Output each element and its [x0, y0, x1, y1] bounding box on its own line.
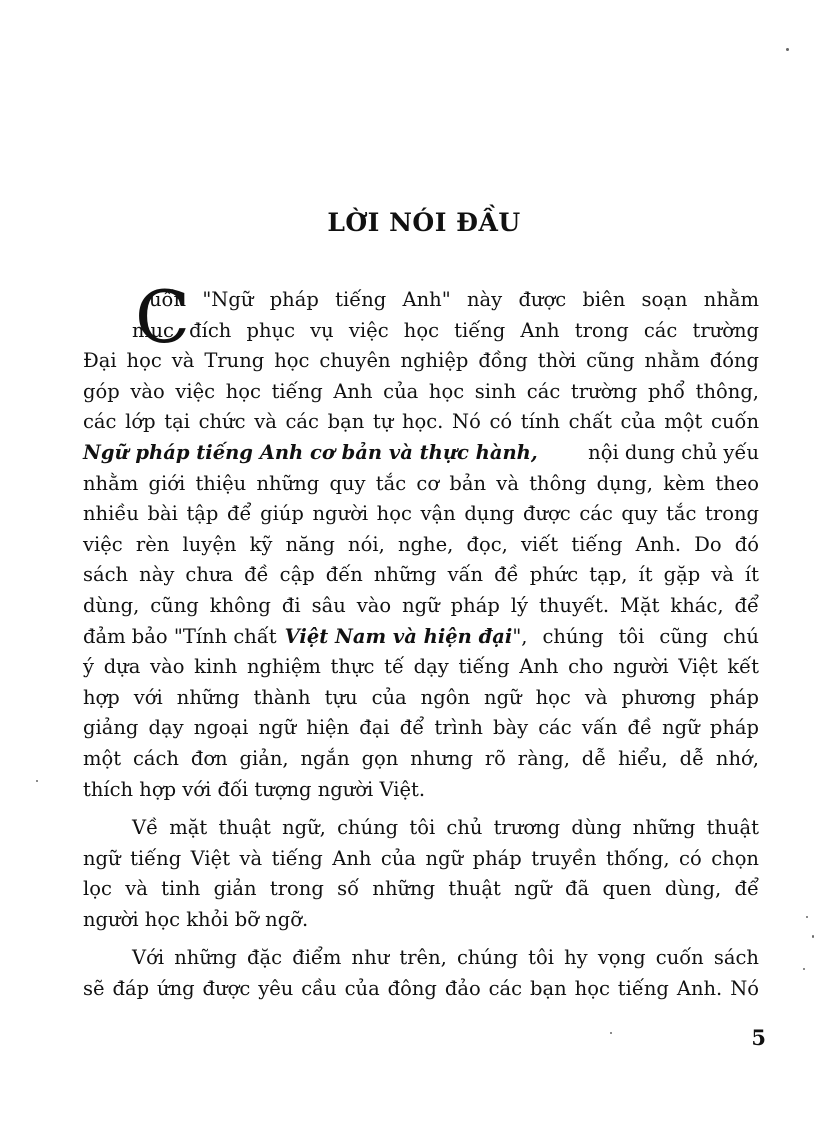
- text-line: thích hợp với đối tượng người Việt.: [83, 777, 426, 801]
- text-line: ngữ tiếng Việt và tiếng Anh của ngữ pháp truyền thống, có chọn: [83, 846, 759, 870]
- text-line: lọc và tinh giản trong số những thuật ngữ đã quen dùng, để: [83, 877, 759, 901]
- scan-speck: [610, 1032, 612, 1034]
- scan-speck: [803, 968, 805, 970]
- scan-speck: [786, 48, 789, 51]
- text-line: sẽ đáp ứng được yêu cầu của đông đảo các bạn học tiếng Anh. Nó: [83, 977, 759, 1001]
- preface-body: [83, 275, 759, 1005]
- scan-speck: [806, 916, 808, 918]
- text-line: Đại học và Trung học chuyên nghiệp đồng thời cũng nhằm đóng: [83, 349, 759, 373]
- text-line: giảng dạy ngoại ngữ hiện đại để trình bày các vấn đề ngữ pháp: [83, 716, 759, 740]
- scan-speck: [36, 780, 38, 782]
- scan-speck: [812, 935, 814, 938]
- text-fragment: đảm bảo "Tính chất: [83, 624, 277, 648]
- text-line: [83, 622, 759, 653]
- text-line: các lớp tại chức và các bạn tự học. Nó có tính chất của một cuốn: [83, 410, 759, 434]
- drop-cap: C: [135, 275, 191, 359]
- text-line: [83, 438, 759, 469]
- text-fragment: ", chúng tôi cũng chú: [512, 624, 759, 648]
- text-line: sách này chưa đề cập đến những vấn đề phức tạp, ít gặp và ít: [83, 563, 759, 587]
- paragraph-1: [83, 275, 759, 805]
- text-fragment: nội dung chủ yếu: [588, 440, 759, 464]
- text-line: mục đích phục vụ việc học tiếng Anh trong các trường: [132, 318, 759, 342]
- text-line: góp vào việc học tiếng Anh của học sinh các trường phổ thông,: [83, 379, 759, 403]
- page-title: LỜI NÓI ĐẦU: [327, 208, 521, 237]
- paragraph-2: [83, 813, 759, 935]
- text-line: người học khỏi bỡ ngỡ.: [83, 907, 309, 931]
- text-line: Với những đặc điểm như trên, chúng tôi hy vọng cuốn sách: [132, 946, 759, 970]
- text-line: nhằm giới thiệu những quy tắc cơ bản và thông dụng, kèm theo: [83, 471, 759, 495]
- text-line: hợp với những thành tựu của ngôn ngữ học và phương pháp: [83, 685, 759, 709]
- text-line: một cách đơn giản, ngắn gọn nhưng rõ ràng, dễ hiểu, dễ nhớ,: [83, 746, 759, 770]
- text-line: nhiều bài tập để giúp người học vận dụng được các quy tắc trong: [83, 502, 759, 526]
- text-line: việc rèn luyện kỹ năng nói, nghe, đọc, viết tiếng Anh. Do đó: [83, 532, 759, 556]
- text-line: ý dựa vào kinh nghiệm thực tế dạy tiếng Anh cho người Việt kết: [83, 655, 759, 679]
- page-number: 5: [751, 1025, 766, 1050]
- text-line: Về mặt thuật ngữ, chúng tôi chủ trương dùng những thuật: [132, 816, 759, 840]
- emphasis-italic: Việt Nam và hiện đại: [284, 624, 513, 648]
- paragraph-3: [83, 943, 759, 1004]
- text-line: dùng, cũng không đi sâu vào ngữ pháp lý thuyết. Mặt khác, để: [83, 593, 759, 617]
- book-title-italic: Ngữ pháp tiếng Anh cơ bản và thực hành,: [83, 440, 538, 464]
- text-line: uốn "Ngữ pháp tiếng Anh" này được biên soạn nhằm: [149, 288, 759, 311]
